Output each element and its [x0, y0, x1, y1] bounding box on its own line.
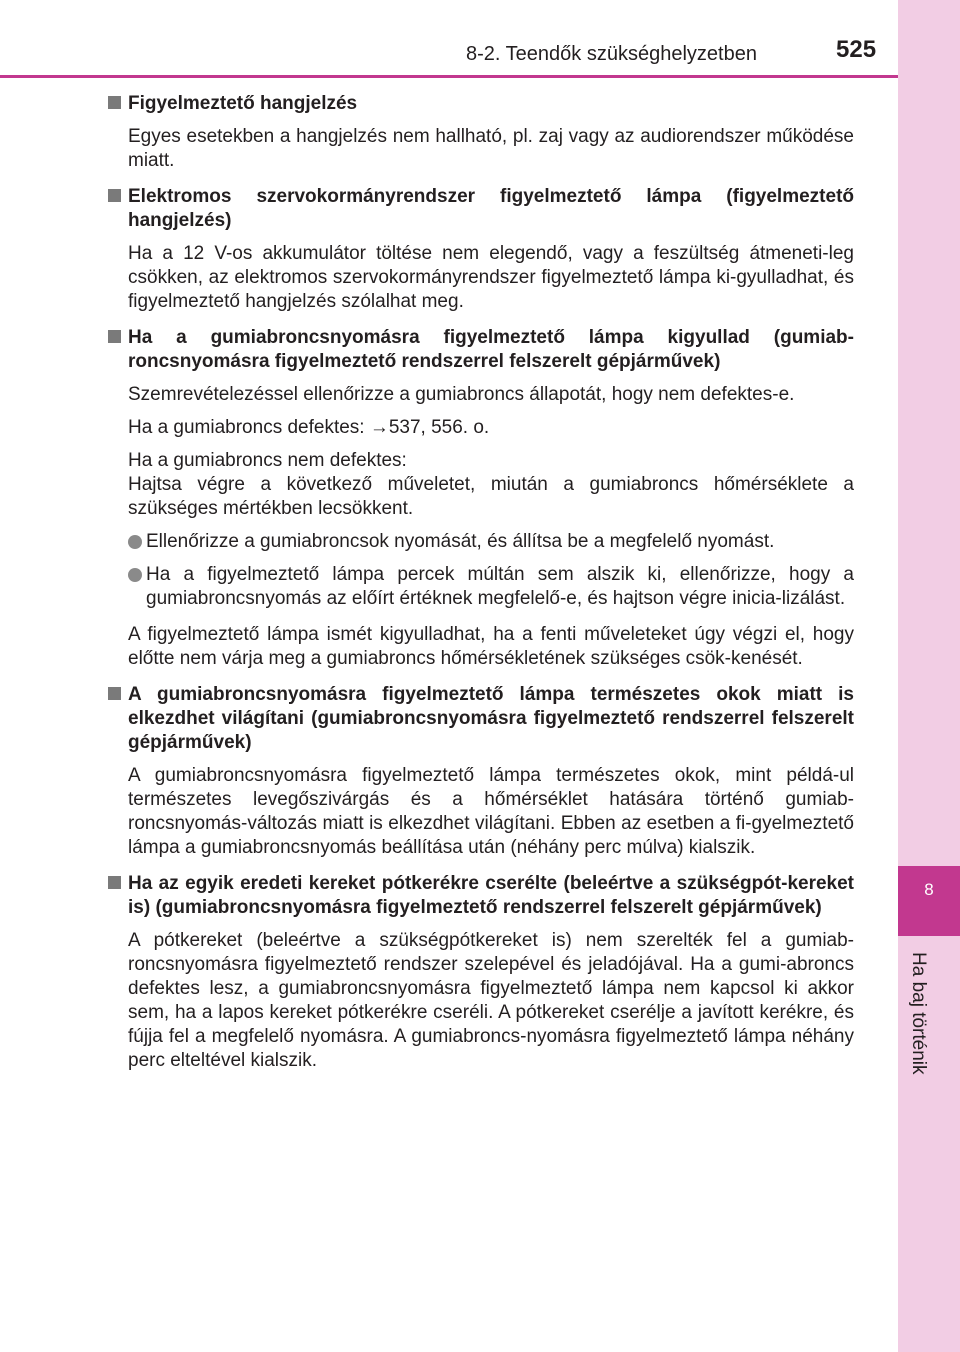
square-bullet-icon [108, 330, 121, 343]
paragraph: Egyes esetekben a hangjelzés nem hallható, pl. zaj vagy az audiorendszer működése miatt. [128, 126, 854, 171]
list-item: Ha a figyelmeztető lámpa percek múltán sem alszik ki, ellenőrizze, hogy a gumiabroncsnyomás az előírt értéknek megfelelő-e, és hajtson végre inicia-lizálást. [104, 563, 854, 611]
square-bullet-icon [108, 876, 121, 889]
paragraph: A gumiabroncsnyomásra figyelmeztető lámpa természetes okok, mint példá-ul természetes levegőszivárgás és a hőmérséklet hatására történő gumiab-roncsnyomás-változás miatt is elkezdhet világítani. Ebben az esetben a fi-gyelmeztető lámpa a gumiabroncsnyomás beállítása után (néhány perc múlva) kialszik. [128, 765, 854, 858]
paragraph: A pótkereket (beleértve a szükségpótkereket is) nem szerelték fel a gumiab-roncsnyomásra figyelmeztető rendszer szelepével és jeladójával. Ha a gumi-abroncs defektes lesz, a gumiabroncsnyomásra figyelmeztető lámpa nem kapcsol ki akkor sem, ha a lapos kereket pótkerékre cseréli. A pótkereket cserélje a javított kerékre, és fújja fel a megfelelő nyomásra. A gumiabroncs-nyomásra figyelmeztető lámpa néhány perc elteltével kialszik. [128, 930, 854, 1071]
square-bullet-icon [108, 189, 121, 202]
section-heading: Ha a gumiabroncsnyomásra figyelmeztető lámpa kigyullad (gumiab-roncsnyomásra figyelmeztető rendszerrel felszerelt gépjárművek) [104, 326, 854, 374]
page-content [104, 92, 854, 1082]
square-bullet-icon [108, 687, 121, 700]
chapter-tab [898, 866, 960, 936]
section-heading: Elektromos szervokormányrendszer figyelmeztető lámpa (figyelmeztető hangjelzés) [104, 185, 854, 233]
circle-bullet-icon [128, 535, 142, 549]
list-item: Ellenőrizze a gumiabroncsok nyomását, és állítsa be a megfelelő nyomást. [104, 530, 854, 554]
paragraph: Ha a gumiabroncs nem defektes: [128, 450, 407, 471]
square-bullet-icon [108, 96, 121, 109]
chapter-number: 8 [924, 880, 934, 899]
chapter-sidebar [898, 0, 960, 1352]
section-heading: A gumiabroncsnyomásra figyelmeztető lámpa természetes okok miatt is elkezdhet világítani (gumiabroncsnyomásra figyelmeztető rendszerrel felszerelt gépjárművek) [104, 683, 854, 755]
section-heading: Figyelmeztető hangjelzés [104, 92, 854, 116]
section-heading: Ha az egyik eredeti kereket pótkerékre cserélte (beleértve a szükségpót-kereket is) (gumiabroncsnyomásra figyelmeztető rendszerrel felszerelt gépjárművek) [104, 872, 854, 920]
paragraph: Ha a gumiabroncs defektes: →537, 556. o. [128, 417, 490, 438]
paragraph: Hajtsa végre a következő műveletet, miután a gumiabroncs hőmérséklete a szükséges mértékben lecsökkent. [128, 474, 854, 519]
paragraph: Ha a 12 V-os akkumulátor töltése nem elegendő, vagy a feszültség átmeneti-leg csökken, az elektromos szervokormányrendszer figyelmeztető lámpa ki-gyulladhat, és figyelmeztető hangjelzés szólalhat meg. [128, 243, 854, 312]
chapter-title: Ha baj történik [908, 952, 929, 1075]
header-rule [0, 75, 898, 78]
circle-bullet-icon [128, 568, 142, 582]
page-number: 525 [836, 36, 877, 63]
paragraph: A figyelmeztető lámpa ismét kigyulladhat, ha a fenti műveleteket úgy végzi el, hogy előtte nem várja meg a gumiabroncs hőmérsékletének szükséges csök-kenését. [128, 624, 854, 669]
section-title: 8-2. Teendők szükséghelyzetben [466, 43, 757, 65]
paragraph: Szemrevételezéssel ellenőrizze a gumiabroncs állapotát, hogy nem defektes-e. [128, 384, 795, 405]
